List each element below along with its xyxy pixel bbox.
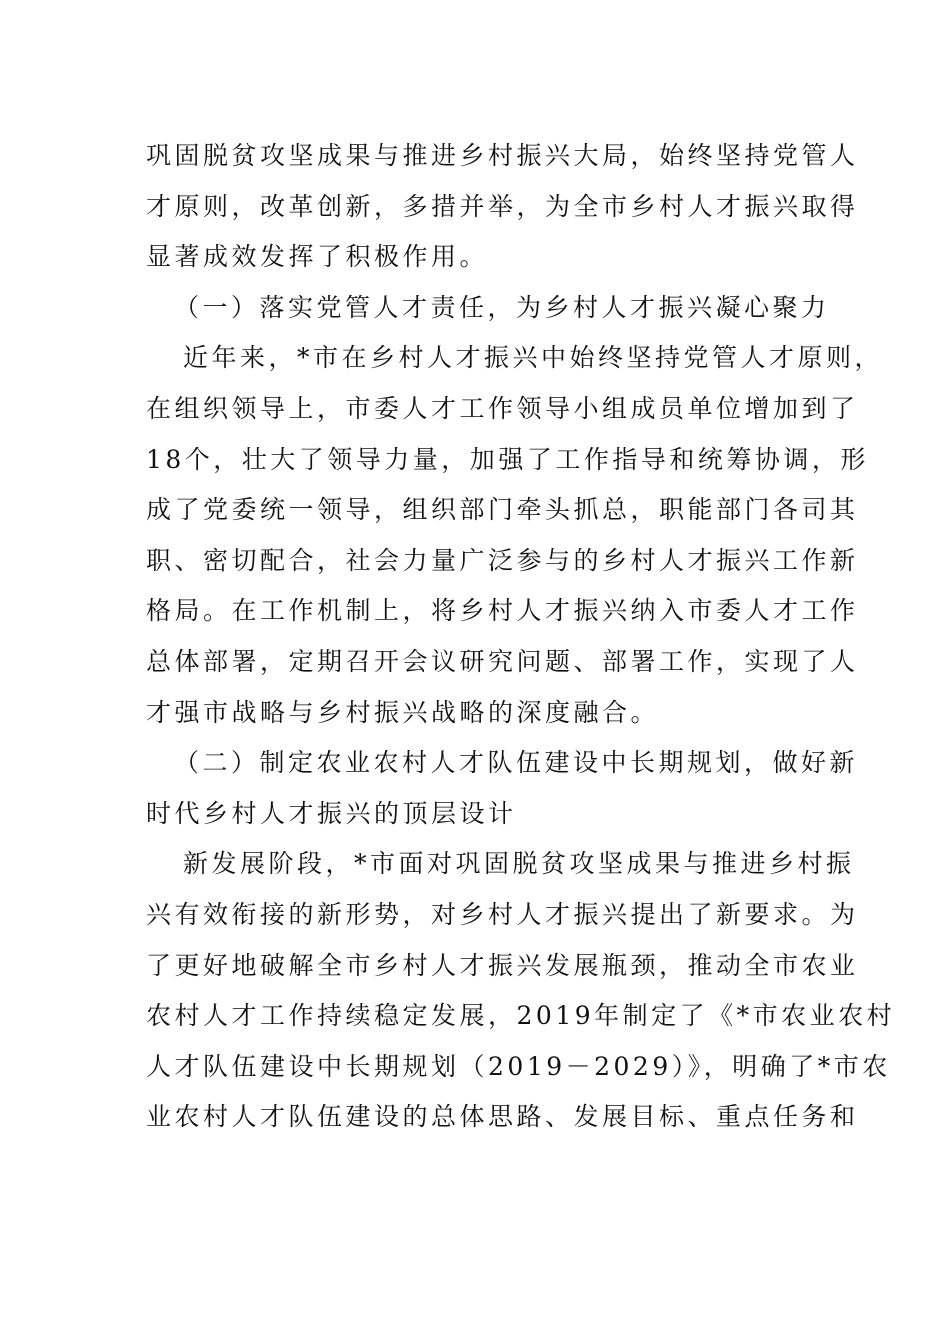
- paragraph-line: 兴有效衔接的新形势，对乡村人才振兴提出了新要求。为: [146, 899, 859, 929]
- paragraph-line: 格局。在工作机制上，将乡村人才振兴纳入市委人才工作: [146, 596, 859, 626]
- paragraph-line: 总体部署，定期召开会议研究问题、部署工作，实现了人: [146, 646, 859, 676]
- section-heading-line: （一）落实党管人才责任，为乡村人才振兴凝心聚力: [174, 292, 830, 322]
- paragraph-line: 才强市战略与乡村振兴战略的深度融合。: [146, 697, 660, 727]
- paragraph-line: 新发展阶段，*市面对巩固脱贫攻坚成果与推进乡村振: [183, 849, 855, 879]
- paragraph-line: 才原则，改革创新，多措并举，为全市乡村人才振兴取得: [146, 191, 859, 221]
- section-heading-line: （二）制定农业农村人才队伍建设中长期规划，做好新: [174, 748, 859, 778]
- paragraph-line: 在组织领导上，市委人才工作领导小组成员单位增加到了: [146, 393, 859, 423]
- document-body: [146, 131, 896, 1143]
- paragraph-line: 巩固脱贫攻坚成果与推进乡村振兴大局，始终坚持党管人: [146, 141, 859, 170]
- paragraph-line: 农村人才工作持续稳定发展，2019年制定了《*市农业农村: [146, 1001, 896, 1031]
- paragraph-line: 成了党委统一领导，组织部门牵头抓总，职能部门各司其: [146, 495, 859, 525]
- paragraph-line: 时代乡村人才振兴的顶层设计: [146, 798, 517, 828]
- paragraph-line: 业农村人才队伍建设的总体思路、发展目标、重点任务和: [146, 1102, 859, 1132]
- paragraph-line: 职、密切配合，社会力量广泛参与的乡村人才振兴工作新: [146, 545, 859, 575]
- paragraph-line: 人才队伍建设中长期规划（2019－2029）》，明确了*市农: [146, 1051, 891, 1081]
- paragraph-line: 近年来，*市在乡村人才振兴中始终坚持党管人才原则，: [183, 343, 884, 373]
- paragraph-line: 了更好地破解全市乡村人才振兴发展瓶颈，推动全市农业: [146, 950, 859, 980]
- paragraph-line: 18个，壮大了领导力量，加强了工作指导和统筹协调，形: [146, 444, 869, 474]
- paragraph-line: 显著成效发挥了积极作用。: [146, 242, 489, 272]
